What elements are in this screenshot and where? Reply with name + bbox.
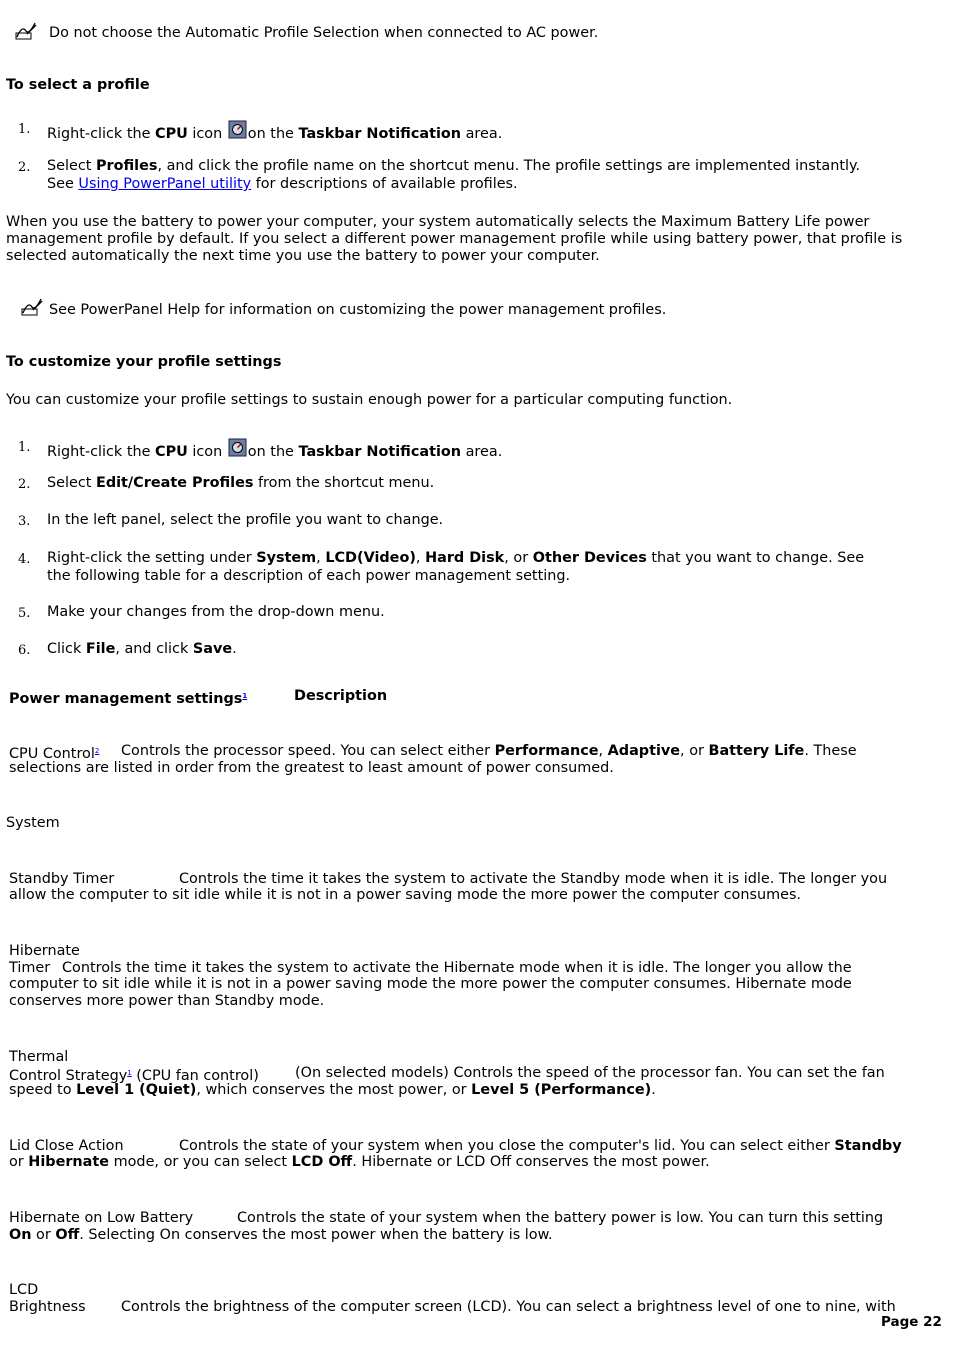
step-number: 1.	[18, 122, 31, 137]
setting-standby-timer: Standby Timer	[9, 871, 115, 887]
note-ac-power: Do not choose the Automatic Profile Selection when connected to AC power.	[49, 25, 599, 41]
cpu-control-description: Controls the processor speed. You can select either Performance, Adaptive, or Battery Life. These	[121, 743, 857, 759]
note-pencil-icon	[20, 297, 44, 317]
footnote-link[interactable]: 1	[242, 692, 248, 700]
setting-hibernate-low-battery: Hibernate on Low Battery	[9, 1210, 194, 1226]
table-header-settings: Power management settings$^1$	[9, 691, 248, 707]
cpu-icon	[228, 438, 247, 457]
standby-description-cont: allow the computer to sit idle while it is not in a power saving mode the more power the computer consumes.	[9, 887, 802, 903]
setting-hibernate-timer: Hibernate	[9, 943, 80, 959]
select-step-1: Right-click the CPU icon on the Taskbar Notification area.	[47, 120, 502, 143]
setting-cpu-control: CPU Control$^2$	[9, 746, 100, 762]
setting-lcd-brightness-cont: Brightness	[9, 1299, 86, 1315]
lid-description: Controls the state of your system when you close the computer's lid. You can select either Standby	[179, 1138, 902, 1154]
using-powerpanel-link[interactable]: Using PowerPanel utility	[78, 176, 252, 192]
battery-paragraph-line: When you use the battery to power your computer, your system automatically selects the Maximum Battery Life power	[6, 214, 870, 230]
heading-customize-profile: To customize your profile settings	[6, 354, 282, 370]
standby-description: Controls the time it takes the system to activate the Standby mode when it is idle. The longer you	[179, 871, 888, 887]
note-pencil-icon	[14, 21, 38, 41]
footnote-link[interactable]: 2	[94, 747, 100, 755]
thermal-description: (On selected models) Controls the speed of the processor fan. You can set the fan	[295, 1065, 885, 1081]
note-powerpanel-help: See PowerPanel Help for information on customizing the power management profiles.	[49, 302, 667, 318]
hib-low-description: Controls the state of your system when the battery power is low. You can turn this setting	[237, 1210, 884, 1226]
heading-select-profile: To select a profile	[6, 77, 150, 93]
setting-hibernate-timer-cont: Timer	[9, 960, 51, 976]
lcd-description: Controls the brightness of the computer screen (LCD). You can select a brightness level of one to nine, with	[121, 1299, 896, 1315]
setting-lid-close-action: Lid Close Action	[9, 1138, 124, 1154]
group-system: System	[6, 815, 60, 831]
step-number: 2.	[18, 477, 31, 492]
customize-step-2: Select Edit/Create Profiles from the shortcut menu.	[47, 475, 435, 491]
step-number: 6.	[18, 643, 31, 658]
table-header-description: Description	[294, 688, 388, 704]
lid-description-cont: or Hibernate mode, or you can select LCD Off. Hibernate or LCD Off conserves the most power.	[9, 1154, 710, 1170]
customize-step-4-cont: the following table for a description of each power management setting.	[47, 568, 571, 584]
step-number: 4.	[18, 552, 31, 567]
battery-paragraph-line: selected automatically the next time you use the battery to power your computer.	[6, 248, 600, 264]
hib-low-description-cont: On or Off. Selecting On conserves the most power when the battery is low.	[9, 1227, 553, 1243]
customize-step-1: Right-click the CPU icon on the Taskbar Notification area.	[47, 438, 502, 461]
hibernate-description-cont: computer to sit idle while it is not in a power saving mode the more power the computer consumes. Hibernate mode	[9, 976, 852, 992]
thermal-description-cont: speed to Level 1 (Quiet), which conserves the most power, or Level 5 (Performance).	[9, 1082, 656, 1098]
customize-step-6: Click File, and click Save.	[47, 641, 237, 657]
step-number: 2.	[18, 160, 31, 175]
customize-step-3: In the left panel, select the profile you want to change.	[47, 512, 444, 528]
cpu-control-description-cont: selections are listed in order from the greatest to least amount of power consumed.	[9, 760, 614, 776]
step-number: 1.	[18, 440, 31, 455]
hibernate-description-cont: conserves more power than Standby mode.	[9, 993, 325, 1009]
customize-step-5: Make your changes from the drop-down menu.	[47, 604, 385, 620]
hibernate-description: Controls the time it takes the system to activate the Hibernate mode when it is idle. The longer you allow the	[62, 960, 852, 976]
setting-lcd-brightness: LCD	[9, 1282, 39, 1298]
footnote-link[interactable]: 1	[127, 1069, 132, 1077]
step-number: 5.	[18, 606, 31, 621]
setting-thermal-control-cont: Control Strategy$^1$ (CPU fan control)	[9, 1068, 259, 1084]
customize-intro: You can customize your profile settings to sustain enough power for a particular computing function.	[6, 392, 733, 408]
step-number: 3.	[18, 514, 31, 529]
select-step-2: Select Profiles, and click the profile name on the shortcut menu. The profile settings are implemented instantly.	[47, 158, 861, 174]
customize-step-4: Right-click the setting under System, LCD(Video), Hard Disk, or Other Devices that you want to change. See	[47, 550, 865, 566]
cpu-icon	[228, 120, 247, 139]
select-step-2-cont: See Using PowerPanel utility for descriptions of available profiles.	[47, 176, 518, 192]
page-number: Page 22	[881, 1314, 942, 1330]
battery-paragraph-line: management profile by default. If you select a different power management profile while using battery power, that profile is	[6, 231, 903, 247]
setting-thermal-control: Thermal	[9, 1049, 69, 1065]
